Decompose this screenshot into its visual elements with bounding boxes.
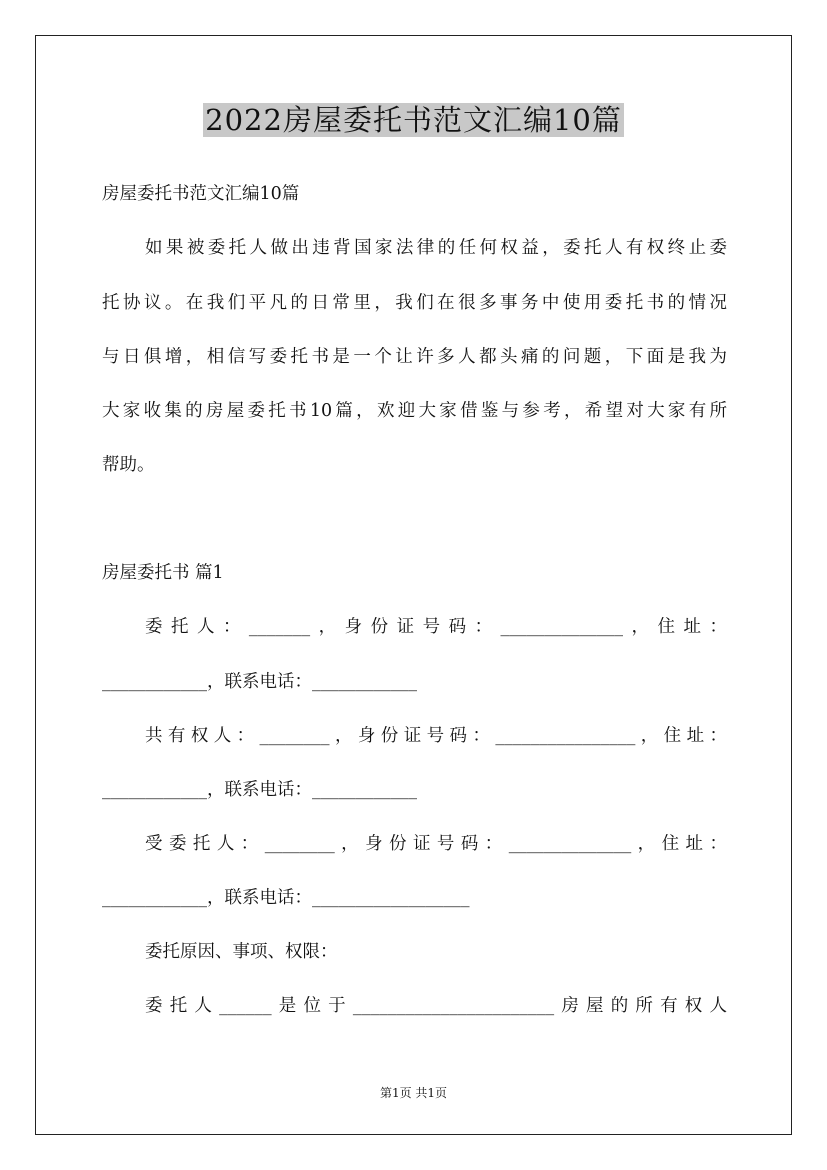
section-heading: 房屋委托书 篇1: [102, 563, 224, 583]
field-principal-contact: ____________，联系电话：____________: [102, 672, 417, 692]
document-title-wrap: [0, 100, 827, 140]
field-co-owner-contact: ____________，联系电话：____________: [102, 780, 417, 800]
field-reason-heading: 委托原因、事项、权限：: [145, 942, 338, 962]
field-agent: 受委托人：________，身份证号码：______________，住址：: [145, 834, 727, 854]
intro-line-5: 帮助。: [102, 455, 155, 475]
intro-line-3: 与日俱增，相信写委托书是一个让许多人都头痛的问题，下面是我为: [102, 347, 727, 367]
page-footer: 第1页 共1页: [379, 1086, 448, 1100]
field-agent-contact: ____________，联系电话：__________________: [102, 888, 470, 908]
document-title: 2022房屋委托书范文汇编10篇: [205, 103, 622, 137]
subtitle: 房屋委托书范文汇编10篇: [102, 184, 300, 204]
field-owner-statement: 委托人______是位于_______________________房屋的所有权人: [145, 996, 727, 1016]
intro-line-2: 托协议。在我们平凡的日常里，我们在很多事务中使用委托书的情况: [102, 293, 727, 313]
field-co-owner: 共有权人：________，身份证号码：________________，住址：: [145, 726, 727, 746]
intro-line-4: 大家收集的房屋委托书10篇，欢迎大家借鉴与参考，希望对大家有所: [102, 401, 727, 421]
intro-line-1: 如果被委托人做出违背国家法律的任何权益，委托人有权终止委: [145, 238, 727, 258]
field-principal: 委托人：_______，身份证号码：______________，住址：: [145, 617, 727, 637]
